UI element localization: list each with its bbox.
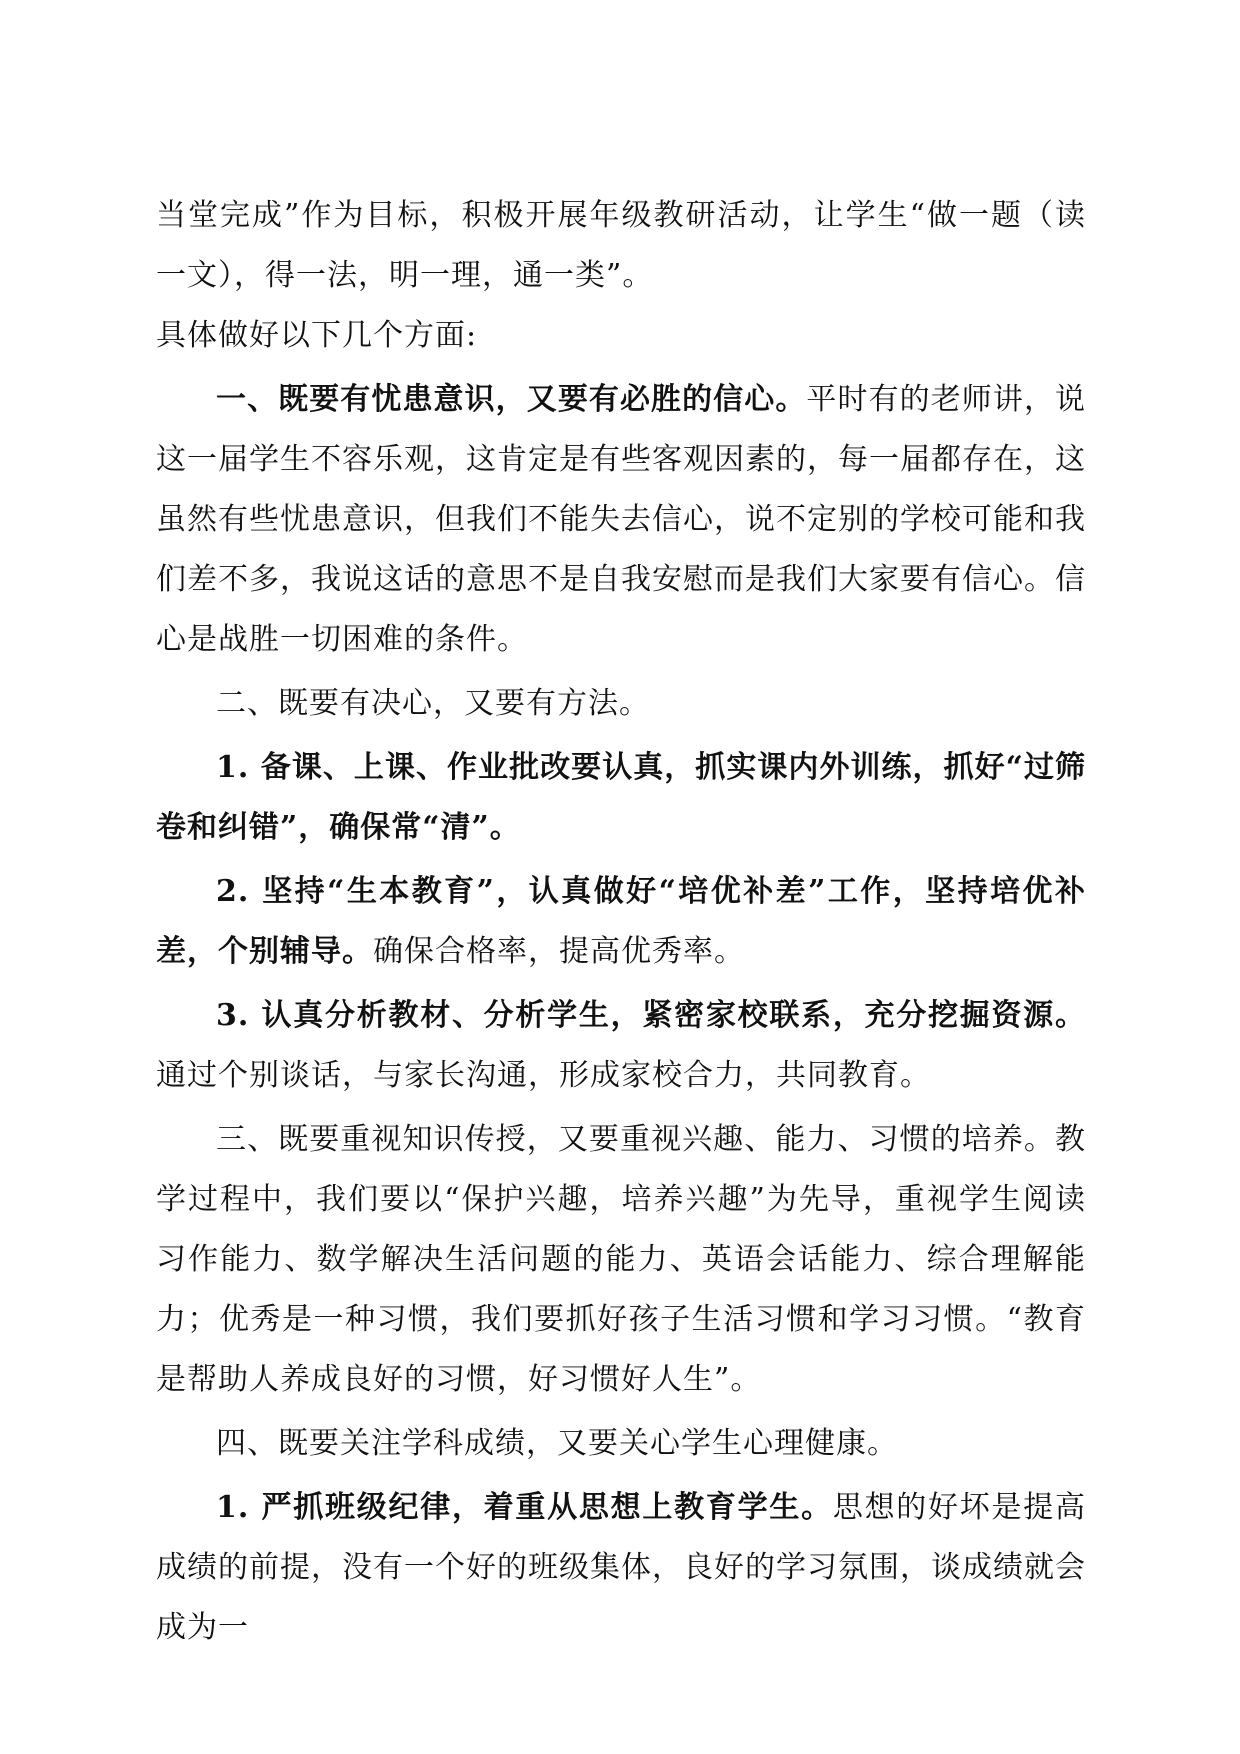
text-run: 当堂完成”作为目标，积极开展年级教研活动，让学生“做一题（读一文），得一法，明一理，通一类”。 (156, 198, 1086, 293)
paragraph-section-2-heading (156, 674, 1086, 734)
text-run-bold: 1. 备课、上课、作业批改要认真，抓实课内外训练，抓好“过筛卷和纠错”，确保常“清”。 (156, 750, 1086, 845)
paragraph-item-2-3 (156, 986, 1086, 1106)
text-run: 通过个别谈话，与家长沟通，形成家校合力，共同教育。 (156, 1058, 931, 1093)
text-run: 三、既要重视知识传授，又要重视兴趣、能力、习惯的培养。教学过程中，我们要以“保护兴趣，培养兴趣”为先导，重视学生阅读习作能力、数学解决生活问题的能力、英语会话能力、综合理解能力；优秀是一种习惯，我们要抓好孩子生活习惯和学习习惯。“教育是帮助人养成良好的习惯，好习惯好人生”。 (156, 1122, 1086, 1397)
paragraph-item-2-2 (156, 862, 1086, 982)
text-run: 平时有的老师讲，说这一届学生不容乐观，这肯定是有些客观因素的，每一届都存在，这虽然有些忧患意识，但我们不能失去信心，说不定别的学校可能和我们差不多，我说这话的意思不是自我安慰而是我们大家要有信心。信心是战胜一切困难的条件。 (156, 382, 1087, 657)
document-page (156, 186, 1086, 1658)
text-run: 具体做好以下几个方面: (156, 318, 478, 353)
text-run: 思想的好坏是提高成绩的前提，没有一个好的班级集体，良好的学习氛围，谈成绩就会成为一 (156, 1490, 1087, 1645)
paragraph-item-4-1 (156, 1478, 1086, 1658)
text-run-bold: 一、既要有忧患意识，又要有必胜的信心。 (216, 382, 807, 417)
paragraph-item-2-1 (156, 738, 1086, 858)
paragraph-section-1 (156, 370, 1086, 670)
paragraph-intro (156, 306, 1086, 366)
text-run: 四、既要关注学科成绩，又要关心学生心理健康。 (216, 1426, 898, 1461)
paragraph-section-3 (156, 1110, 1086, 1410)
text-run: 确保合格率，提高优秀率。 (373, 934, 745, 969)
text-run-bold: 2. 坚持“生本教育”，认真做好“培优补差”工作，坚持培优补差，个别辅导。 (156, 874, 1086, 969)
text-run: 二、既要有决心，又要有方法。 (216, 686, 650, 721)
paragraph-section-4-heading (156, 1414, 1086, 1474)
text-run-bold: 1. 严抓班级纪律，着重从思想上教育学生。 (216, 1490, 833, 1525)
paragraph-continuation (156, 186, 1086, 306)
text-run-bold: 3. 认真分析教材、分析学生，紧密家校联系，充分挖掘资源。 (216, 998, 1086, 1033)
